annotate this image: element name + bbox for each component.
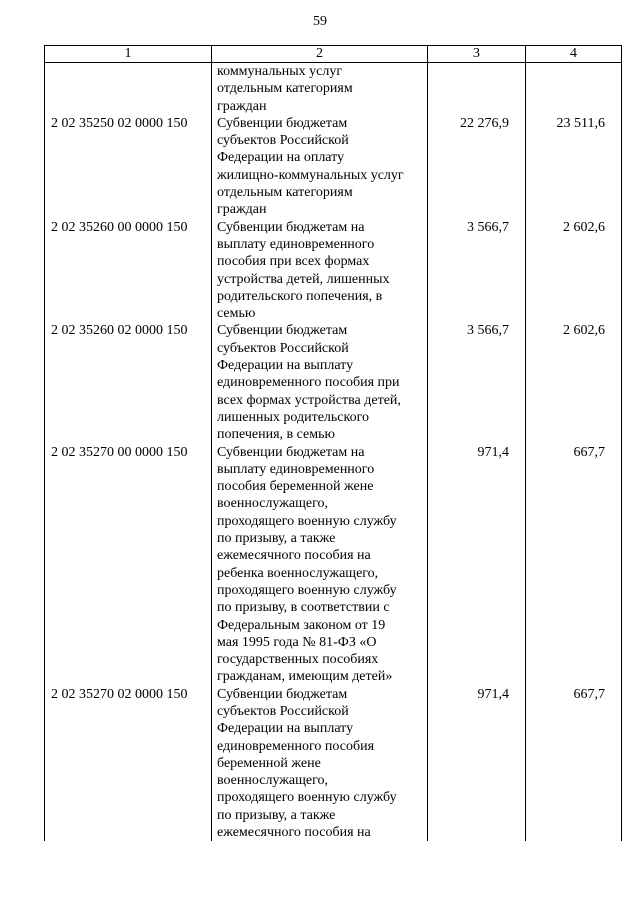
- row-name: Субвенции бюджетам на выплату единовременного пособия беременной жене военнослужащего, проходящего военную службу по призыву, а также ежемесячного пособия на ребенка военнослужащего, проходящего военную службу по призыву, в соответствии с Федеральным законом от 19 мая 1995 года № 81-ФЗ «О государственных пособиях гражданам, имеющим детей»: [212, 444, 428, 686]
- table-body: [45, 63, 622, 842]
- row-col3-value: 22 276,9: [428, 115, 526, 219]
- column-header-3: 3: [428, 46, 526, 63]
- row-col3-value: 971,4: [428, 444, 526, 686]
- table-row: [45, 322, 622, 443]
- table-row: [45, 63, 622, 115]
- page-number: 59: [313, 14, 327, 29]
- row-code: 2 02 35250 02 0000 150: [45, 115, 212, 219]
- table-row: [45, 115, 622, 219]
- table-row: [45, 444, 622, 686]
- column-header-2: 2: [212, 46, 428, 63]
- row-col4-value: 667,7: [526, 686, 622, 842]
- row-name: Субвенции бюджетам субъектов Российской Федерации на выплату единовременного пособия беременной жене военнослужащего, проходящего военную службу по призыву, а также ежемесячного пособия на: [212, 686, 428, 842]
- table-header: [45, 46, 622, 63]
- table-row: [45, 219, 622, 323]
- row-code: 2 02 35260 02 0000 150: [45, 322, 212, 443]
- row-code: 2 02 35260 00 0000 150: [45, 219, 212, 323]
- header-row: [45, 46, 622, 63]
- row-name: Субвенции бюджетам субъектов Российской Федерации на выплату единовременного пособия при всех формах устройства детей, лишенных родительского попечения, в семью: [212, 322, 428, 443]
- column-header-4: 4: [526, 46, 622, 63]
- row-name: Субвенции бюджетам субъектов Российской Федерации на оплату жилищно-коммунальных услуг отдельным категориям граждан: [212, 115, 428, 219]
- row-col3-value: 3 566,7: [428, 322, 526, 443]
- row-col3-value: 971,4: [428, 686, 526, 842]
- row-col3-value: [428, 63, 526, 115]
- row-col4-value: 2 602,6: [526, 219, 622, 323]
- row-code: 2 02 35270 00 0000 150: [45, 444, 212, 686]
- row-name: Субвенции бюджетам на выплату единовременного пособия при всех формах устройства детей, лишенных родительского попечения, в семью: [212, 219, 428, 323]
- row-col4-value: 667,7: [526, 444, 622, 686]
- row-col4-value: 23 511,6: [526, 115, 622, 219]
- row-code: [45, 63, 212, 115]
- budget-table: [44, 45, 622, 841]
- table-row: [45, 686, 622, 842]
- row-name: коммунальных услуг отдельным категориям граждан: [212, 63, 428, 115]
- row-col4-value: 2 602,6: [526, 322, 622, 443]
- column-header-1: 1: [45, 46, 212, 63]
- row-code: 2 02 35270 02 0000 150: [45, 686, 212, 842]
- row-col4-value: [526, 63, 622, 115]
- row-col3-value: 3 566,7: [428, 219, 526, 323]
